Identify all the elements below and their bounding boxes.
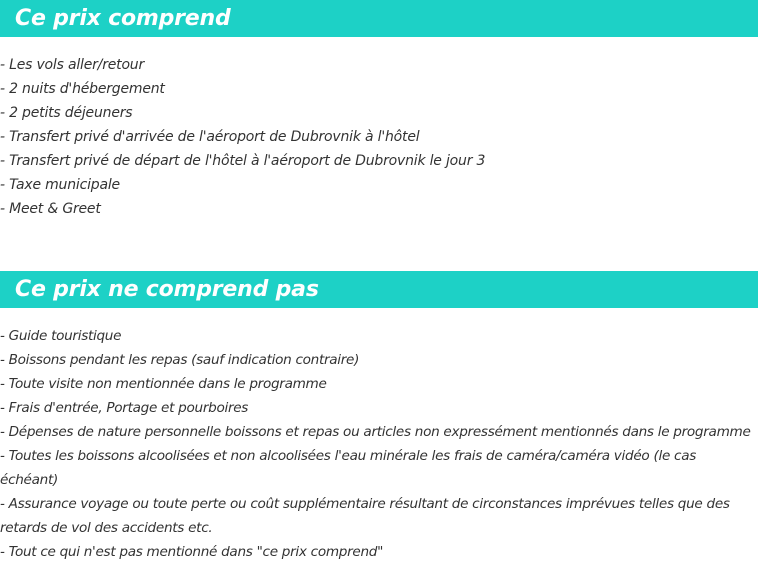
list-item: - 2 petits déjeuners [0, 105, 133, 121]
section-price-includes [0, 0, 758, 221]
list-item: - Toutes les boissons alcoolisées et non alcoolisées l'eau minérale les frais de caméra/caméra vidéo (le cas échéant) [0, 448, 697, 488]
list-item: - Les vols aller/retour [0, 57, 145, 73]
section-header-excludes [0, 271, 758, 308]
section-title-includes: Ce prix comprend [15, 6, 231, 31]
list-item: - Dépenses de nature personnelle boissons et repas ou articles non expressément mentionnés dans le programme [0, 424, 751, 440]
list-item: - Toute visite non mentionnée dans le programme [0, 376, 327, 392]
list-item: - 2 nuits d'hébergement [0, 81, 165, 97]
list-item: - Boissons pendant les repas (sauf indication contraire) [0, 352, 360, 368]
list-item: - Tout ce qui n'est pas mentionné dans "ce prix comprend" [0, 544, 384, 560]
list-price-excludes [0, 324, 758, 564]
list-item: - Frais d'entrée, Portage et pourboires [0, 400, 249, 416]
list-price-includes [0, 53, 758, 221]
list-item: - Guide touristique [0, 328, 122, 344]
list-item: - Taxe municipale [0, 177, 120, 193]
list-item: - Meet & Greet [0, 201, 101, 217]
list-item: - Transfert privé d'arrivée de l'aéroport de Dubrovnik à l'hôtel [0, 129, 420, 145]
section-header-includes [0, 0, 758, 37]
list-item: - Assurance voyage ou toute perte ou coût supplémentaire résultant de circonstances imprévues telles que des retards de vol des accidents etc. [0, 496, 730, 536]
section-title-excludes: Ce prix ne comprend pas [15, 277, 319, 302]
section-price-excludes [0, 271, 758, 564]
list-item: - Transfert privé de départ de l'hôtel à l'aéroport de Dubrovnik le jour 3 [0, 153, 486, 169]
